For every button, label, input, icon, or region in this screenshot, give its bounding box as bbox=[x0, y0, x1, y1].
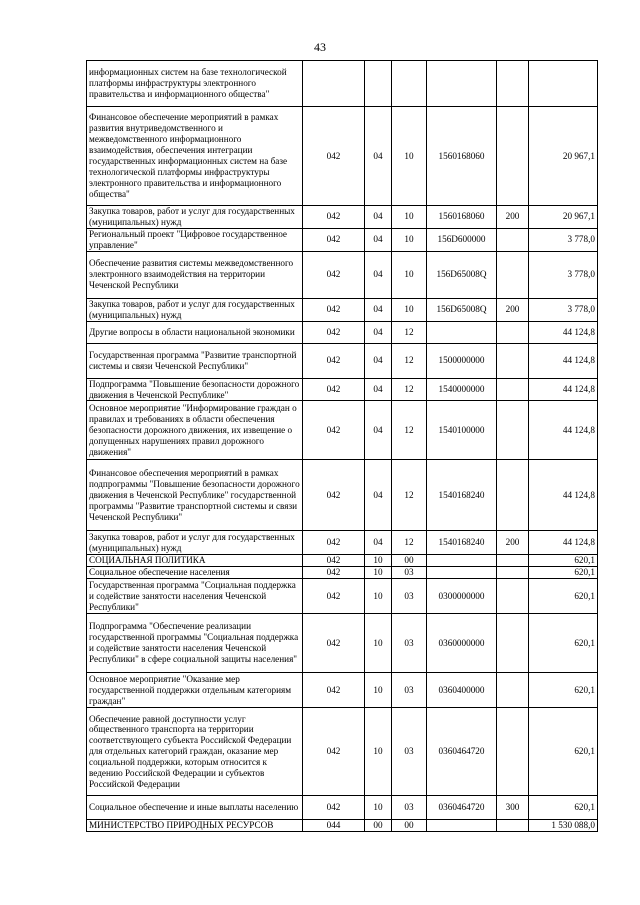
table-row bbox=[87, 673, 598, 708]
cell-subsection: 00 bbox=[392, 555, 427, 567]
cell-grbs: 042 bbox=[303, 579, 365, 614]
cell-section: 10 bbox=[365, 579, 392, 614]
cell-grbs: 042 bbox=[303, 343, 365, 378]
cell-section: 10 bbox=[365, 796, 392, 820]
cell-expense-type bbox=[497, 820, 529, 832]
cell-expense-type bbox=[497, 61, 529, 107]
cell-expense-type bbox=[497, 673, 529, 708]
cell-grbs: 042 bbox=[303, 228, 365, 251]
cell-target-article: 1540168240 bbox=[427, 531, 497, 555]
cell-expense-type bbox=[497, 107, 529, 206]
cell-section: 04 bbox=[365, 401, 392, 460]
cell-section: 04 bbox=[365, 321, 392, 343]
cell-amount: 620,1 bbox=[529, 567, 598, 579]
table-row bbox=[87, 401, 598, 460]
cell-expense-type bbox=[497, 378, 529, 401]
table-row bbox=[87, 567, 598, 579]
table-row bbox=[87, 206, 598, 229]
row-name: МИНИСТЕРСТВО ПРИРОДНЫХ РЕСУРСОВ bbox=[87, 820, 303, 832]
table-row bbox=[87, 298, 598, 321]
row-name: Подпрограмма "Обеспечение реализации государственной программы "Социальная поддержка и содействие занятости населения Чеченской Республики" в сфере социальной защиты населения" bbox=[87, 614, 303, 673]
table-row bbox=[87, 796, 598, 820]
row-name: Основное мероприятие "Информирование граждан о правилах и требованиях в области обеспечения безопасности дорожного движения, их извещение о допущенных нарушениях правил дорожного движения" bbox=[87, 401, 303, 460]
cell-target-article: 0360400000 bbox=[427, 673, 497, 708]
table-row bbox=[87, 614, 598, 673]
cell-target-article bbox=[427, 61, 497, 107]
row-name: Подпрограмма "Повышение безопасности дорожного движения в Чеченской Республике" bbox=[87, 378, 303, 401]
cell-section: 04 bbox=[365, 206, 392, 229]
cell-target-article: 156D65008Q bbox=[427, 251, 497, 298]
table-row bbox=[87, 820, 598, 832]
cell-target-article: 0360464720 bbox=[427, 796, 497, 820]
cell-amount: 620,1 bbox=[529, 673, 598, 708]
table-row bbox=[87, 107, 598, 206]
row-name: Закупка товаров, работ и услуг для государственных (муниципальных) нужд bbox=[87, 298, 303, 321]
cell-section: 04 bbox=[365, 531, 392, 555]
cell-amount: 3 778,0 bbox=[529, 228, 598, 251]
cell-grbs: 042 bbox=[303, 567, 365, 579]
cell-amount: 44 124,8 bbox=[529, 460, 598, 531]
row-name: информационных систем на базе технологической платформы инфраструктуры электронного правительства и информационного общества" bbox=[87, 61, 303, 107]
cell-target-article: 0360464720 bbox=[427, 708, 497, 796]
cell-expense-type bbox=[497, 460, 529, 531]
cell-subsection: 00 bbox=[392, 820, 427, 832]
cell-expense-type: 200 bbox=[497, 298, 529, 321]
cell-amount: 620,1 bbox=[529, 796, 598, 820]
cell-subsection: 10 bbox=[392, 107, 427, 206]
row-name: Социальное обеспечение и иные выплаты населению bbox=[87, 796, 303, 820]
table-row bbox=[87, 579, 598, 614]
cell-section: 04 bbox=[365, 460, 392, 531]
cell-target-article: 156D65008Q bbox=[427, 298, 497, 321]
cell-grbs: 042 bbox=[303, 107, 365, 206]
cell-section: 10 bbox=[365, 614, 392, 673]
row-name: Государственная программа "Социальная поддержка и содействие занятости населения Чеченской Республики" bbox=[87, 579, 303, 614]
cell-amount: 44 124,8 bbox=[529, 343, 598, 378]
table-row bbox=[87, 61, 598, 107]
cell-amount: 20 967,1 bbox=[529, 107, 598, 206]
cell-target-article: 1540168240 bbox=[427, 460, 497, 531]
cell-section bbox=[365, 61, 392, 107]
cell-section: 04 bbox=[365, 228, 392, 251]
cell-target-article: 1500000000 bbox=[427, 343, 497, 378]
row-name: СОЦИАЛЬНАЯ ПОЛИТИКА bbox=[87, 555, 303, 567]
cell-section: 04 bbox=[365, 378, 392, 401]
cell-grbs: 042 bbox=[303, 321, 365, 343]
cell-subsection: 03 bbox=[392, 579, 427, 614]
cell-grbs: 042 bbox=[303, 298, 365, 321]
cell-grbs: 042 bbox=[303, 555, 365, 567]
cell-subsection: 12 bbox=[392, 401, 427, 460]
cell-grbs: 042 bbox=[303, 378, 365, 401]
row-name: Закупка товаров, работ и услуг для государственных (муниципальных) нужд bbox=[87, 531, 303, 555]
budget-table bbox=[86, 60, 598, 832]
page-number: 43 bbox=[314, 40, 326, 54]
cell-amount: 3 778,0 bbox=[529, 251, 598, 298]
cell-subsection: 03 bbox=[392, 796, 427, 820]
cell-subsection: 12 bbox=[392, 531, 427, 555]
cell-subsection: 03 bbox=[392, 614, 427, 673]
cell-expense-type bbox=[497, 343, 529, 378]
cell-expense-type: 200 bbox=[497, 206, 529, 229]
cell-subsection: 03 bbox=[392, 567, 427, 579]
cell-amount: 3 778,0 bbox=[529, 298, 598, 321]
cell-expense-type: 300 bbox=[497, 796, 529, 820]
cell-grbs bbox=[303, 61, 365, 107]
row-name: Обеспечение равной доступности услуг общественного транспорта на территории соответствующего субъекта Российской Федерации для отдельных категорий граждан, оказание мер социальной поддержки, которым относится к ведению Российской Федерации и субъектов Российской Федерации bbox=[87, 708, 303, 796]
cell-target-article: 1540100000 bbox=[427, 401, 497, 460]
cell-amount: 44 124,8 bbox=[529, 378, 598, 401]
row-name: Государственная программа "Развитие транспортной системы и связи Чеченской Республики" bbox=[87, 343, 303, 378]
cell-target-article bbox=[427, 567, 497, 579]
cell-grbs: 042 bbox=[303, 614, 365, 673]
cell-grbs: 042 bbox=[303, 401, 365, 460]
table-row bbox=[87, 228, 598, 251]
cell-section: 00 bbox=[365, 820, 392, 832]
table-row bbox=[87, 251, 598, 298]
cell-expense-type bbox=[497, 555, 529, 567]
cell-amount: 1 530 088,0 bbox=[529, 820, 598, 832]
table-row bbox=[87, 555, 598, 567]
row-name: Региональный проект "Цифровое государственное управление" bbox=[87, 228, 303, 251]
row-name: Социальное обеспечение населения bbox=[87, 567, 303, 579]
cell-subsection: 12 bbox=[392, 321, 427, 343]
cell-expense-type bbox=[497, 401, 529, 460]
cell-subsection: 10 bbox=[392, 298, 427, 321]
cell-grbs: 044 bbox=[303, 820, 365, 832]
cell-subsection: 10 bbox=[392, 206, 427, 229]
cell-expense-type bbox=[497, 579, 529, 614]
cell-target-article: 0300000000 bbox=[427, 579, 497, 614]
cell-amount: 44 124,8 bbox=[529, 401, 598, 460]
cell-grbs: 042 bbox=[303, 796, 365, 820]
cell-subsection: 12 bbox=[392, 343, 427, 378]
cell-section: 10 bbox=[365, 708, 392, 796]
cell-section: 10 bbox=[365, 673, 392, 708]
table-row bbox=[87, 531, 598, 555]
row-name: Основное мероприятие "Оказание мер государственной поддержки отдельным категориям граждан" bbox=[87, 673, 303, 708]
cell-target-article: 1560168060 bbox=[427, 206, 497, 229]
table-row bbox=[87, 460, 598, 531]
table-row bbox=[87, 708, 598, 796]
cell-section: 04 bbox=[365, 298, 392, 321]
table-row bbox=[87, 343, 598, 378]
cell-subsection: 10 bbox=[392, 228, 427, 251]
row-name: Финансовое обеспечения мероприятий в рамках подпрограммы "Повышение безопасности дорожного движения в Чеченской Республике" государственной программы "Развитие транспортной системы и связи Чеченской Республики" bbox=[87, 460, 303, 531]
cell-section: 04 bbox=[365, 343, 392, 378]
table-row bbox=[87, 378, 598, 401]
table-row bbox=[87, 321, 598, 343]
cell-subsection: 03 bbox=[392, 673, 427, 708]
cell-amount: 44 124,8 bbox=[529, 531, 598, 555]
cell-target-article bbox=[427, 321, 497, 343]
cell-amount: 620,1 bbox=[529, 614, 598, 673]
cell-target-article: 1560168060 bbox=[427, 107, 497, 206]
cell-grbs: 042 bbox=[303, 251, 365, 298]
cell-section: 10 bbox=[365, 567, 392, 579]
cell-section: 04 bbox=[365, 251, 392, 298]
cell-target-article: 0360000000 bbox=[427, 614, 497, 673]
cell-expense-type: 200 bbox=[497, 531, 529, 555]
cell-subsection: 12 bbox=[392, 460, 427, 531]
cell-expense-type bbox=[497, 228, 529, 251]
cell-grbs: 042 bbox=[303, 673, 365, 708]
cell-subsection: 10 bbox=[392, 251, 427, 298]
cell-target-article bbox=[427, 820, 497, 832]
cell-subsection bbox=[392, 61, 427, 107]
cell-amount: 20 967,1 bbox=[529, 206, 598, 229]
cell-subsection: 12 bbox=[392, 378, 427, 401]
cell-amount: 620,1 bbox=[529, 555, 598, 567]
cell-target-article: 1540000000 bbox=[427, 378, 497, 401]
cell-grbs: 042 bbox=[303, 708, 365, 796]
cell-grbs: 042 bbox=[303, 206, 365, 229]
cell-section: 04 bbox=[365, 107, 392, 206]
cell-expense-type bbox=[497, 251, 529, 298]
cell-amount: 620,1 bbox=[529, 579, 598, 614]
cell-target-article bbox=[427, 555, 497, 567]
cell-section: 10 bbox=[365, 555, 392, 567]
cell-expense-type bbox=[497, 614, 529, 673]
row-name: Финансовое обеспечение мероприятий в рамках развития внутриведомственного и межведомственного информационного взаимодействия, обеспечения интеграции государственных информационных систем на базе технологической платформы инфраструктуры электронного правительства и информационного общества" bbox=[87, 107, 303, 206]
cell-target-article: 156D600000 bbox=[427, 228, 497, 251]
cell-expense-type bbox=[497, 321, 529, 343]
cell-grbs: 042 bbox=[303, 531, 365, 555]
row-name: Обеспечение развития системы межведомственного электронного взаимодействия на территории Чеченской Республики bbox=[87, 251, 303, 298]
cell-amount: 620,1 bbox=[529, 708, 598, 796]
cell-grbs: 042 bbox=[303, 460, 365, 531]
cell-amount: 44 124,8 bbox=[529, 321, 598, 343]
row-name: Другие вопросы в области национальной экономики bbox=[87, 321, 303, 343]
row-name: Закупка товаров, работ и услуг для государственных (муниципальных) нужд bbox=[87, 206, 303, 229]
cell-expense-type bbox=[497, 708, 529, 796]
cell-amount bbox=[529, 61, 598, 107]
cell-expense-type bbox=[497, 567, 529, 579]
cell-subsection: 03 bbox=[392, 708, 427, 796]
